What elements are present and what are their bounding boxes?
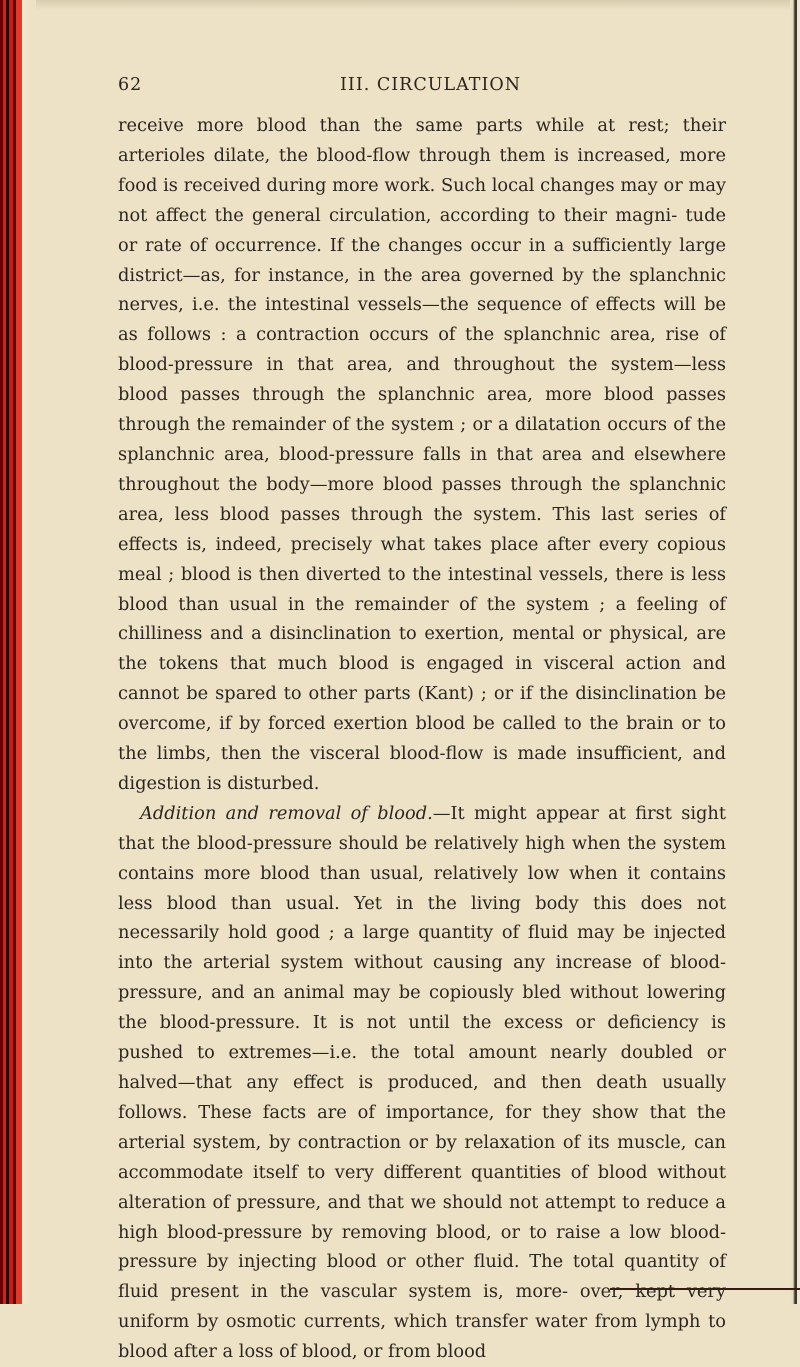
page-right-edge [790, 0, 800, 1304]
page-top-shadow [36, 0, 790, 10]
book-binding-edge [0, 0, 36, 1304]
paragraph-1 [118, 111, 726, 799]
page-number: 62 [118, 75, 143, 95]
chapter-title: III. CIRCULATION [340, 75, 522, 95]
body-text [118, 111, 726, 1367]
section-sidehead: Addition and removal of blood. [140, 802, 433, 824]
paragraph-2-text: —It might appear at first sight that the blood-pressure should be relatively high when the system contains more blood than usual, relatively low when it contains less blood than usual. Yet in the living body this does not necessarily hold good ; a large quantity of fluid may be injected into the arterial system without causing any increase of blood-pressure, and an animal may be copiously bled without lowering the blood-pressure. It is not until the excess or deficiency is pushed to extremes—i.e. the total amount nearly doubled or halved—that any effect is produced, and then death usually follows. These facts are of importance, for they show that the arterial system, by contraction or by relaxation of its muscle, can accommodate itself to very different quantities of blood without alteration of pressure, and that we should not attempt to reduce a high blood-pressure by removing blood, or to raise a low blood-pressure by injecting blood or other fluid. The total quantity of fluid present in the vascular system is, more- over, kept very uniform by osmotic currents, which transfer water from lymph to blood after a loss of blood, or from blood [118, 802, 726, 1363]
paragraph-1-text: receive more blood than the same parts while at rest; their arterioles dilate, the blood-flow through them is increased, more food is received during more work. Such local changes may or may not affect the general circulation, according to their magni- tude or rate of occurrence. If the changes occur in a sufficiently large district—as, for instance, in the area governed by the splanchnic nerves, i.e. the intestinal vessels—the sequence of effects will be as follows : a contraction occurs of the splanchnic area, rise of blood-pressure in that area, and throughout the system—less blood passes through the splanchnic area, more blood passes through the remainder of the system ; or a dilatation occurs of the splanchnic area, blood-pressure falls in that area and elsewhere throughout the body—more blood passes through the splanchnic area, less blood passes through the system. This last series of effects is, indeed, precisely what takes place after every copious meal ; blood is then diverted to the intestinal vessels, there is less blood than usual in the remainder of the system ; a feeling of chilliness and a disinclination to exertion, mental or physical, are the tokens that much blood is engaged in visceral action and cannot be spared to other parts (Kant) ; or if the disinclination be overcome, if by forced exertion blood be called to the brain or to the limbs, then the visceral blood-flow is made insufficient, and digestion is disturbed. [118, 115, 726, 794]
book-page [118, 75, 726, 1367]
paragraph-2 [118, 799, 726, 1367]
running-head [118, 75, 726, 111]
